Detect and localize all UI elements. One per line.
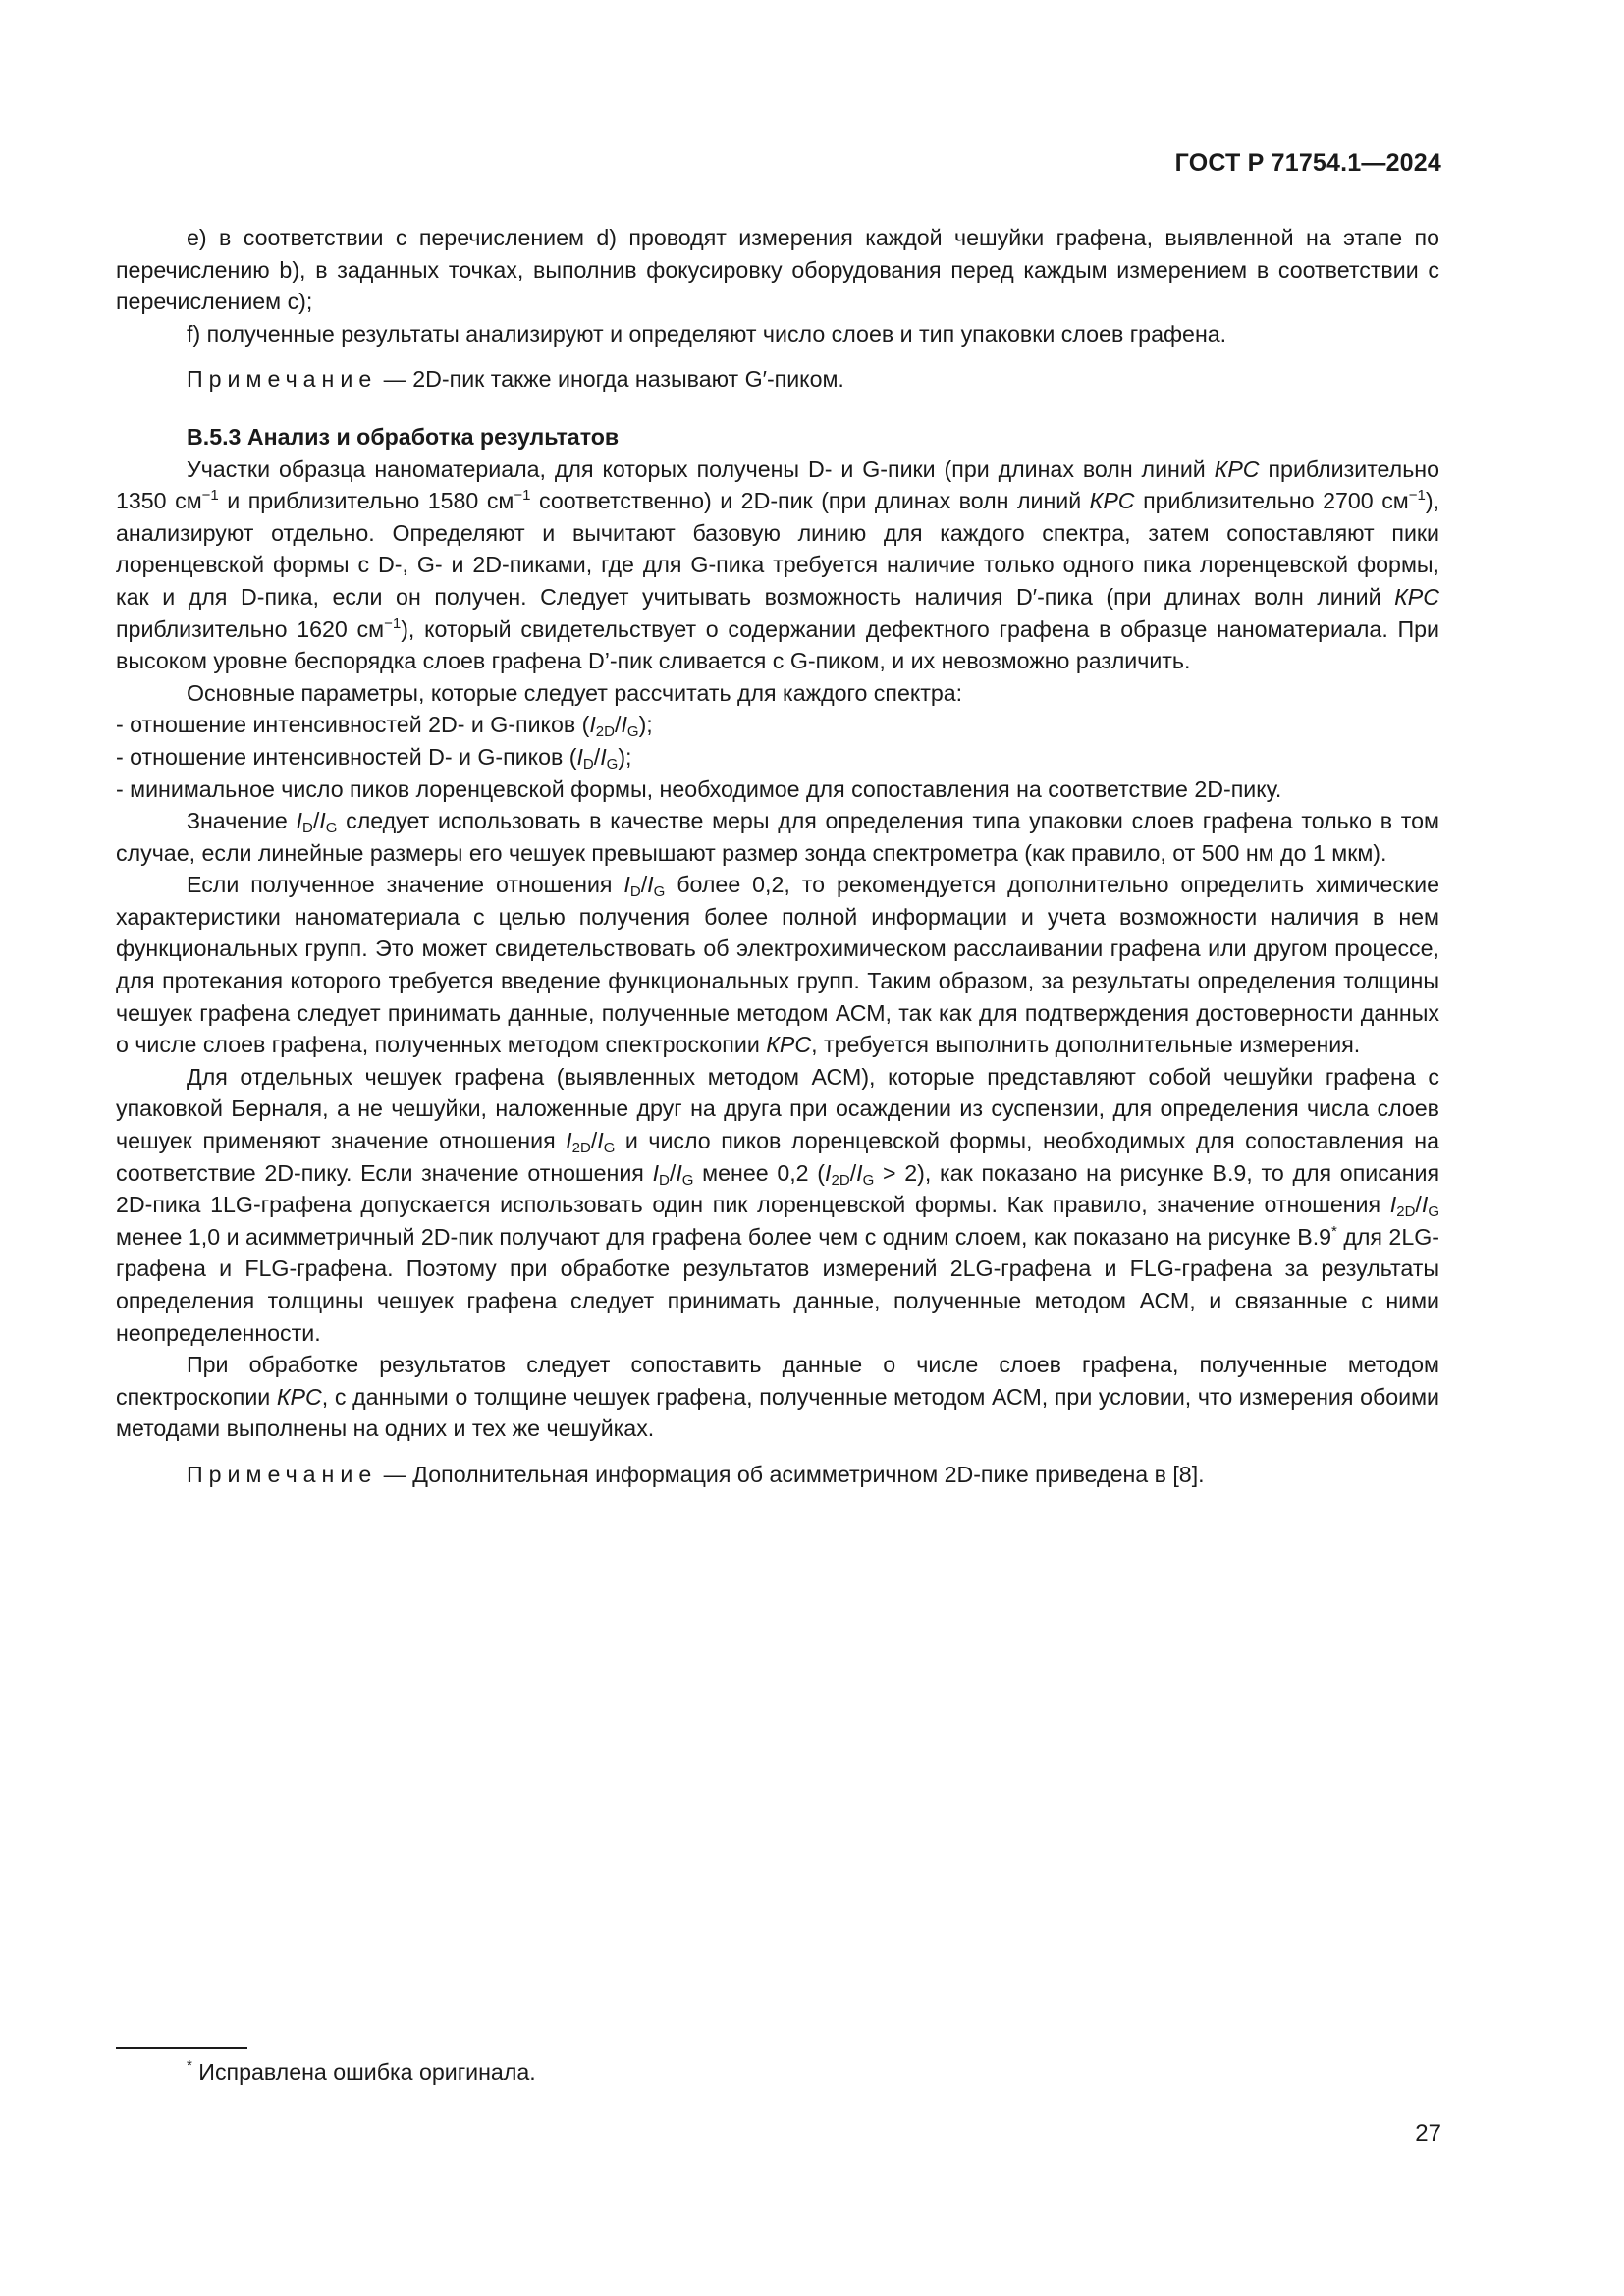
document-standard-header: ГОСТ Р 71754.1—2024	[1174, 149, 1441, 177]
list-item-param-2: - отношение интенсивностей D- и G-пиков $(I_D/I_G)$;	[116, 743, 632, 773]
document-body	[116, 222, 1439, 1491]
list-item-param-3: - минимальное число пиков лоренцевской формы, необходимое для сопоставления на соответствие 2D-пику.	[116, 775, 1282, 802]
paragraph-5: При обработке результатов следует сопоставить данные о числе слоев графена, полученные методом спектроскопии КРС, с данными о толщине чешуек графена, полученные методом АСМ, при условии, что измерения обоими методами выполнены на одних и тех же чешуйках.	[116, 1352, 1439, 1442]
list-item-param-1: - отношение интенсивностей 2D- и G-пиков $(I_{2D}/I_G)$;	[116, 712, 653, 741]
paragraph-1: Участки образца наноматериала, для которых получены D- и G-пики (при длинах волн линий КРС приблизительно 1350 $см^{-1}$ и приблизительно 1580 $см^{-1}$ соответственно) и 2D-пик (при длинах волн линий КРС приблизительно 2700 $см^{-1}$), анализируют отдельно. Определяют и вычитают базовую линию для каждого спектра, затем сопоставляют пики лоренцевской формы с D-, G- и 2D-пиками, где для G-пика требуется наличие только одного пика лоренцевской формы, как и для D-пика, если он получен. Следует учитывать возможность наличия D′-пика (при длинах волн линий КРС приблизительно 1620 $см^{-1}$), который свидетельствует о содержании дефектного графена в образце наноматериала. При высоком уровне беспорядка слоев графена D’-пик сливается с G-пиком, и их невозможно различить.	[116, 455, 1440, 674]
note-text: — 2D-пик также иногда называют G′-пиком.	[377, 366, 844, 393]
section-title: B.5.3 Анализ и обработка результатов	[187, 423, 620, 450]
params-intro: Основные параметры, которые следует рассчитать для каждого спектра:	[187, 679, 963, 706]
note-label: Примечание	[187, 1461, 378, 1487]
list-item-e: e) в соответствии с перечислением d) проводят измерения каждой чешуйки графена, выявленной на этапе по перечислению b), в заданных точках, выполнив фокусировку оборудования перед каждым измерением в соответствии с перечислением c);	[116, 225, 1439, 315]
note-1	[116, 363, 1439, 396]
note-label: Примечание	[187, 366, 378, 393]
page-number: 27	[1415, 2120, 1441, 2147]
paragraph-2: Значение $I_D/I_G$ следует использовать в качестве меры для определения типа упаковки слоев графена только в том случае, если линейные размеры его чешуек превышают размер зонда спектрометра (как правило, от 500 нм до 1 мкм).	[116, 808, 1439, 866]
paragraph-4: Для отдельных чешуек графена (выявленных методом АСМ), которые представляют собой чешуйки графена с упаковкой Берналя, а не чешуйки, наложенные друг на друга при осаждении из суспензии, для определения числа слоев чешуек применяют значение отношения $I_{2D}/I_G$ и число пиков лоренцевской формы, необходимых для сопоставления на соответствие 2D-пику. Если значение отношения $I_D/I_G$ менее 0,2 $(I_{2D}/I_G > 2)$, как показано на рисунке B.9, то для описания 2D-пика 1LG-графена допускается использовать один пик лоренцевской формы. Как правило, значение отношения $I_{2D}/I_G$ менее 1,0 и асимметричный 2D-пик получают для графена более чем с одним слоем, как показано на рисунке B.9* для 2LG-графена и FLG-графена. Поэтому при обработке результатов измерений 2LG-графена и FLG-графена за результаты определения толщины чешуек графена следует принимать данные, полученные методом АСМ, и связанные с ними неопределенности.	[116, 1063, 1440, 1346]
note-2	[116, 1459, 1439, 1491]
footnote-divider	[116, 2047, 247, 2049]
note-text: — Дополнительная информация об асимметричном 2D-пике приведена в [8].	[377, 1461, 1205, 1487]
list-item-f: f) полученные результаты анализируют и определяют число слоев и тип упаковки слоев графена.	[187, 320, 1227, 347]
footnote: * Исправлена ошибка оригинала.	[187, 2057, 536, 2085]
paragraph-3: Если полученное значение отношения $I_D/I_G$ более 0,2, то рекомендуется дополнительно определить химические характеристики наноматериала с целью получения более полной информации и учета возможности наличия в нем функциональных групп. Это может свидетельствовать об электрохимическом расслаивании графена или другом процессе, для протекания которого требуется введение функциональных групп. Таким образом, за результаты определения толщины чешуек графена следует принимать данные, полученные методом АСМ, так как для подтверждения достоверности данных о числе слоев графена, полученных методом спектроскопии КРС, требуется выполнить дополнительные измерения.	[116, 872, 1439, 1058]
